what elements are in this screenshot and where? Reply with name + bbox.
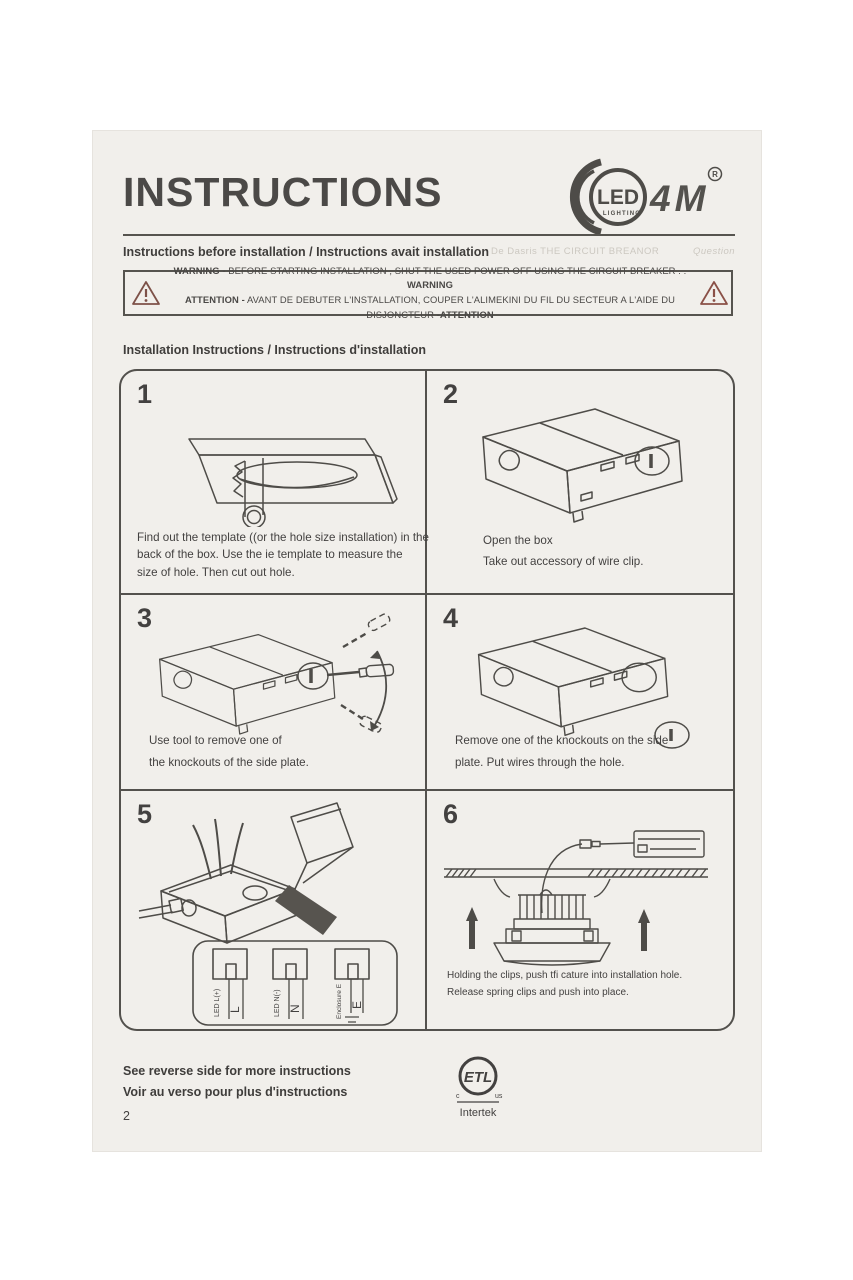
step-2-diagram — [455, 389, 705, 539]
intertek-label: Intertek — [459, 1107, 497, 1119]
step-2-caption: Open the box Take out accessory of wire clip. — [483, 534, 644, 569]
footer-note — [123, 1061, 351, 1104]
logo-reg-mark: R — [712, 170, 718, 179]
step-6-number: 6 — [443, 799, 459, 829]
step-2-number: 2 — [443, 379, 459, 409]
warning-box — [123, 264, 733, 320]
warning-line-1: WARNING - BEFORE STARTING INSTALLATION , SHUT THE USED POWER OFF USING THE CIRCUIT BREAKER . . WARNING — [173, 264, 687, 291]
step-4-cell — [427, 595, 733, 791]
warning-triangle-icon-right — [699, 279, 729, 307]
terminal-3-label-big: E — [350, 1000, 364, 1009]
etl-logo-icon — [433, 1055, 523, 1107]
step-1-number: 1 — [137, 379, 153, 409]
step-3-caption: Use tool to remove one of the knockouts of the side plate. — [149, 734, 309, 769]
warning-triangle-icon — [131, 279, 161, 307]
warning-text — [161, 264, 699, 322]
warning-line-2: ATTENTION - AVANT DE DEBUTER L'INSTALLATION, COUPER L'ALIMEKINI DU FIL DU SECTEUR A L'AIDE DU DISJONCTEUR -ATTENTION — [185, 294, 675, 320]
step-6-cell — [427, 791, 733, 1029]
step-3-cell — [121, 595, 427, 791]
logo-lighting-text: LIGHTING — [602, 211, 642, 217]
heading-installation: Installation Instructions / Instructions d'installation — [123, 343, 426, 357]
instruction-sheet — [92, 130, 762, 1152]
step-3-diagram — [135, 609, 411, 745]
steps-grid — [119, 369, 735, 1031]
logo-brand-text: 4M — [650, 178, 710, 219]
step-5-cell — [121, 791, 427, 1029]
page-title: INSTRUCTIONS — [123, 169, 443, 215]
step-6-diagram — [436, 817, 724, 985]
terminal-2-label-small: LED N(-) — [274, 989, 281, 1017]
led4m-logo-icon — [547, 157, 725, 237]
footer-note-en: See reverse side for more instructions — [123, 1064, 351, 1078]
step-2-cell — [427, 371, 733, 595]
etl-us-text: us — [495, 1093, 503, 1100]
step-4-caption: Remove one of the knockouts on the side plate. Put wires through the hole. — [455, 734, 669, 769]
terminal-1-label-big: L — [228, 1006, 242, 1013]
terminal-2-label-big: N — [288, 1004, 302, 1013]
etl-text: ETL — [463, 1069, 493, 1086]
step-1-caption: Find out the template ((or the hole size installation) in the back of the box. Use the ie template to measure the size of hole. Then cut out hole. — [137, 530, 429, 579]
etl-c-text: c — [456, 1093, 460, 1100]
step-1-cell — [121, 371, 427, 595]
step-4-number: 4 — [443, 603, 459, 633]
terminal-3-label-small: Enclosure E — [336, 983, 343, 1019]
bleedthrough-text-2: Question — [693, 246, 736, 257]
logo-led-text: LED — [597, 186, 639, 209]
footer-note-fr: Voir au verso pour plus d'instructions — [123, 1085, 348, 1100]
step-5-diagram — [131, 795, 415, 1029]
led4m-logo — [547, 157, 725, 237]
etl-mark — [433, 1055, 523, 1119]
header-divider — [123, 234, 735, 236]
step-1-diagram — [145, 405, 401, 527]
heading-before-installation: Instructions before installation / Instructions avait installation — [123, 245, 490, 259]
terminal-1-label-small: LED L(+) — [214, 988, 221, 1017]
step-6-caption: Holding the clips, push tfi cature into installation hole. Release spring clips and push into place. — [447, 970, 683, 998]
bleedthrough-text: De Dasris THE CIRCUIT BREANOR — [491, 246, 660, 257]
step-5-number: 5 — [137, 799, 153, 829]
page-number: 2 — [123, 1109, 130, 1123]
step-3-number: 3 — [137, 603, 153, 633]
